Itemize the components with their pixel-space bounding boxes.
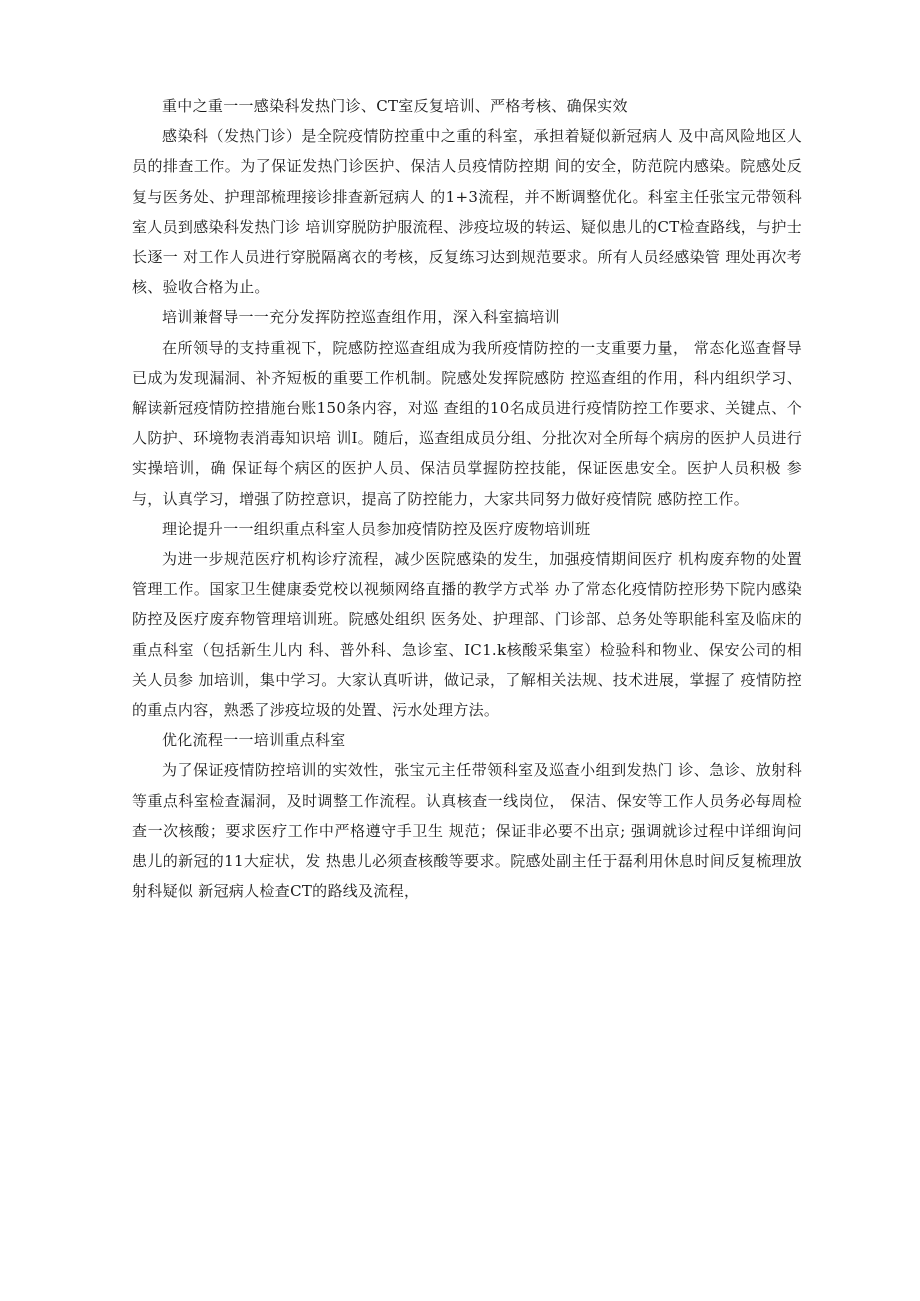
section-heading-process-optimization: 优化流程一一培训重点科室 <box>162 731 346 750</box>
document-body <box>132 91 802 906</box>
paragraph-inspection-group: 在所领导的支持重视下，院感防控巡查组成为我所疫情防控的一支重要力量， 常态化巡查督导已成为发现漏洞、补齐短板的重要工作机制。院感处发挥院感防 控巡查组的作用，科内组织学习、解读新冠疫情防控措施台账150条内容，对巡 查组的10名成员进行疫情防控工作要求、关键点、个人防护、环境物表消毒知识培 训I。随后，巡查组成员分组、分批次对全所每个病房的医护人员进行实操培训，确 保证每个病区的医护人员、保洁员掌握防控技能，保证医患安全。医护人员积极 参与，认真学习，增强了防控意识，提高了防控能力，大家共同努力做好疫情院 感防控工作。 <box>132 338 802 508</box>
paragraph-process-optimization: 为了保证疫情防控培训的实效性，张宝元主任带领科室及巡查小组到发热门 诊、急诊、放射科等重点科室检查漏洞，及时调整工作流程。认真核查一线岗位， 保洁、保安等工作人员务必每周检查一次核酸；要求医疗工作中严格遵守手卫生 规范；保证非必要不出京; 强调就诊过程中详细询问患儿的新冠的11大症状，发 热患儿必须查核酸等要求。院感处副主任于磊利用休息时间反复梳理放射科疑似 新冠病人检查CT的路线及流程， <box>132 761 802 901</box>
section-heading-theory-training: 理论提升一一组织重点科室人员参加疫情防控及医疗废物培训班 <box>162 519 591 538</box>
paragraph-theory-training: 为进一步规范医疗机构诊疗流程，减少医院感染的发生，加强疫情期间医疗 机构废弃物的处置管理工作。国家卫生健康委党校以视频网络直播的教学方式举 办了常态化疫情防控形势下院内感染防控及医疗废弃物管理培训班。院感处组织 医务处、护理部、门诊部、总务处等职能科室及临床的重点科室（包括新生儿内 科、普外科、急诊室、IC1.k核酸采集室）检验科和物业、保安公司的相关人员参 加培训，集中学习。大家认真听讲，做记录，了解相关法规、技术进展，掌握了 疫情防控的重点内容，熟悉了涉疫垃圾的处置、污水处理方法。 <box>132 550 802 720</box>
paragraph-fever-clinic: 感染科（发热门诊）是全院疫情防控重中之重的科室，承担着疑似新冠病人 及中高风险地区人员的排查工作。为了保证发热门诊医护、保洁人员疫情防控期 间的安全，防范院内感染。院感处反复与医务处、护理部梳理接诊排查新冠病人 的1+3流程，并不断调整优化。科室主任张宝元带领科室人员到感染科发热门诊 培训穿脱防护服流程、涉疫垃圾的转运、疑似患儿的CT检查路线，与护士长逐一 对工作人员进行穿脱隔离衣的考核，反复练习达到规范要求。所有人员经感染管 理处再次考核、验收合格为止。 <box>132 127 802 297</box>
section-heading-fever-clinic: 重中之重一一感染科发热门诊、CT室反复培训、严格考核、确保实效 <box>162 97 628 115</box>
section-heading-inspection-group: 培训兼督导一一充分发挥防控巡查组作用，深入科室搞培训 <box>162 308 560 327</box>
